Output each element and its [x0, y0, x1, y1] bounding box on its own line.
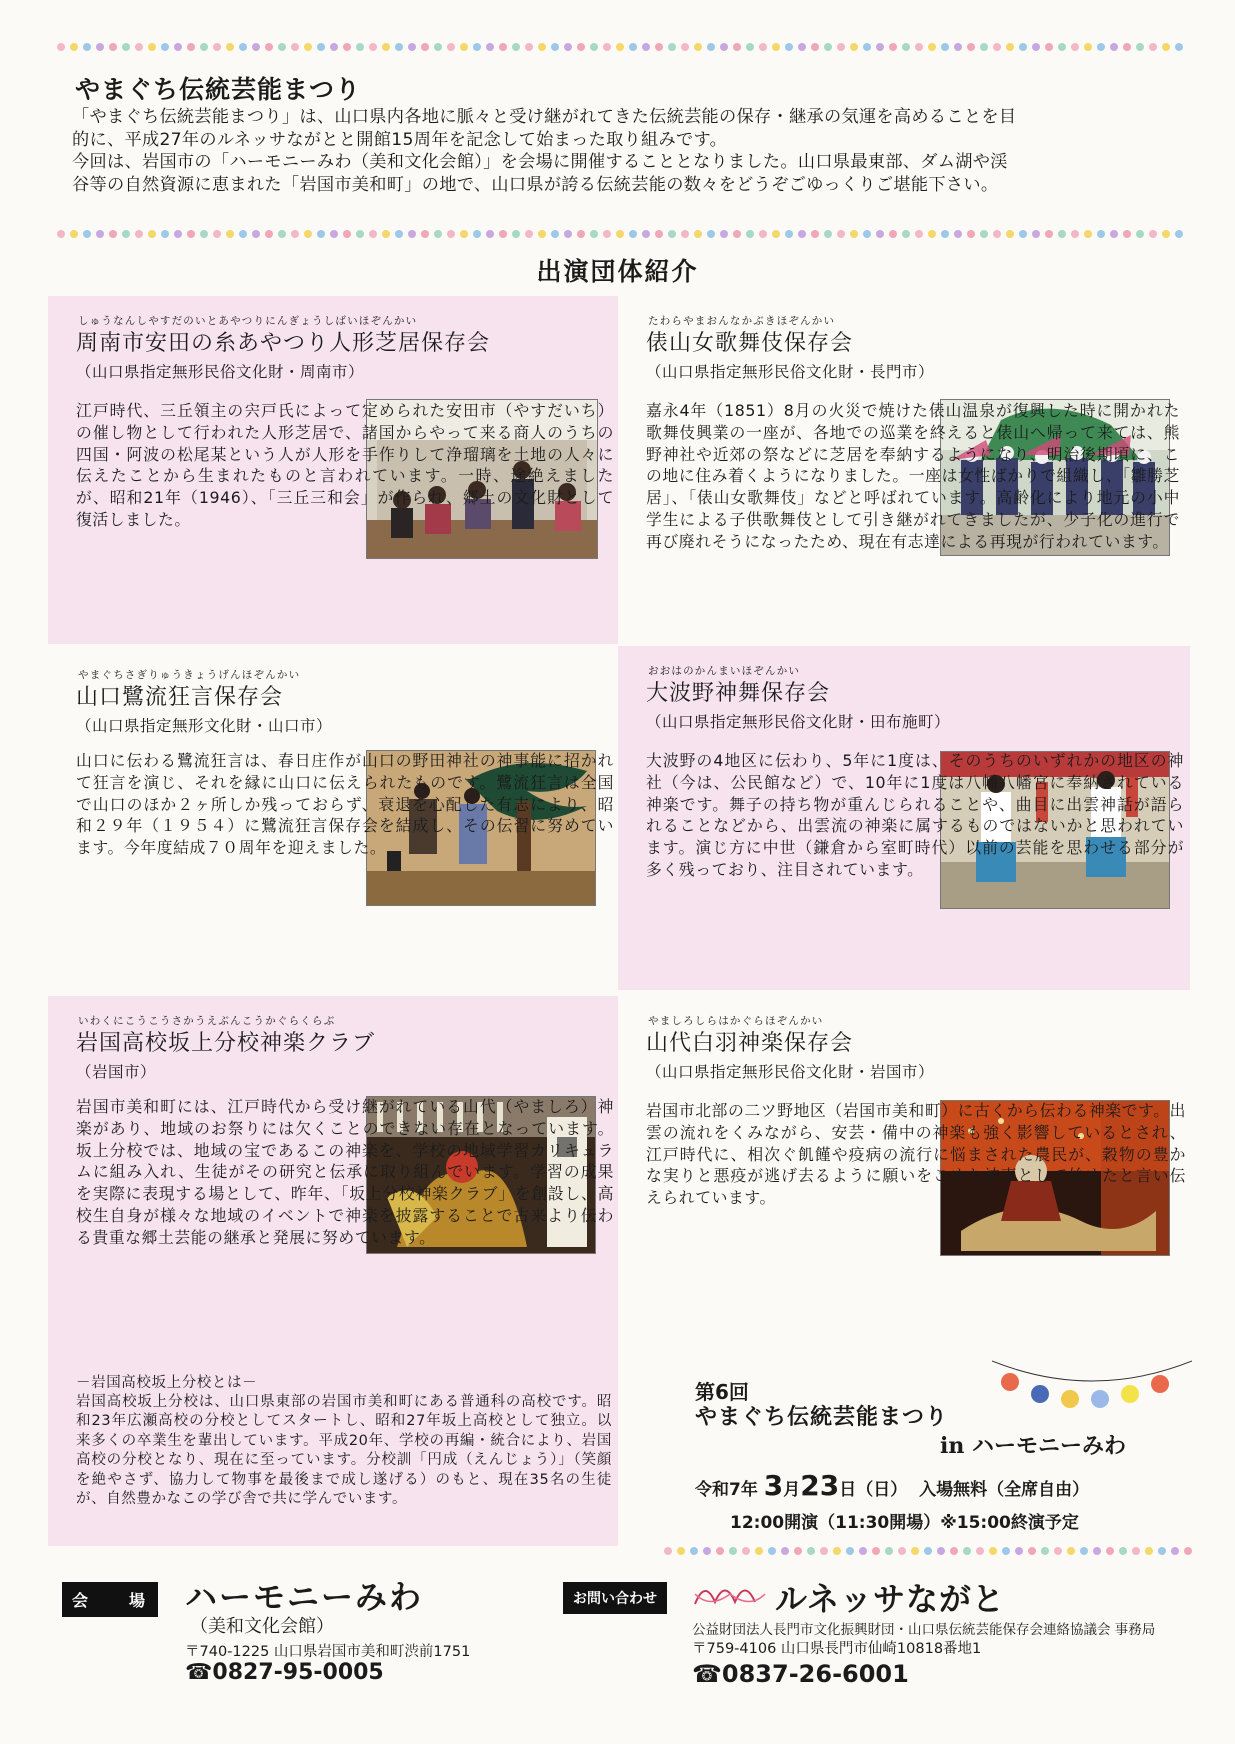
decor-dot — [720, 43, 728, 51]
group-ruby: しゅうなんしやすだのいとあやつりにんぎょうしばいほぞんかい — [78, 315, 418, 327]
group-card-sakagami — [48, 996, 618, 1546]
decor-dot — [1175, 43, 1183, 51]
decor-dot — [486, 43, 494, 51]
decor-dot — [187, 230, 195, 238]
decor-dot — [902, 230, 910, 238]
decor-dot — [837, 43, 845, 51]
decor-dot — [798, 230, 806, 238]
decor-dot — [1002, 1547, 1010, 1555]
decor-dot — [937, 1547, 945, 1555]
decor-dot — [941, 230, 949, 238]
renaissa-logo — [690, 1574, 770, 1614]
decor-dot — [742, 1547, 750, 1555]
decor-dot — [590, 230, 598, 238]
event-admission: 入場無料（全席自由） — [919, 1480, 1090, 1500]
venue-address: 〒740-1225 山口県岩国市美和町渋前1751 — [185, 1644, 471, 1660]
decor-dot — [759, 230, 767, 238]
decor-dot — [872, 1547, 880, 1555]
decor-dot — [1119, 1547, 1127, 1555]
decor-dot — [629, 43, 637, 51]
decor-dot — [382, 230, 390, 238]
decor-dot — [924, 1547, 932, 1555]
event-edition: 第6回 — [695, 1380, 749, 1404]
decor-dot — [707, 230, 715, 238]
decor-dot — [200, 230, 208, 238]
decor-dot — [716, 1547, 724, 1555]
decor-dot — [1028, 1547, 1036, 1555]
decor-dot — [122, 230, 130, 238]
decor-dot — [564, 43, 572, 51]
decor-dot — [213, 43, 221, 51]
decor-dot — [642, 43, 650, 51]
contact-label: お問い合わせ — [563, 1582, 667, 1614]
decor-dot — [1058, 43, 1066, 51]
decor-dot — [1110, 43, 1118, 51]
decor-dot — [512, 230, 520, 238]
decor-dot — [512, 43, 520, 51]
decor-dot — [174, 230, 182, 238]
venue-sub: （美和文化会館） — [190, 1616, 334, 1637]
decor-dot — [343, 43, 351, 51]
decor-dot — [421, 230, 429, 238]
decor-dot — [694, 230, 702, 238]
decor-dot — [473, 230, 481, 238]
decor-dot — [655, 43, 663, 51]
event-times: 12:00開演（11:30開場）※15:00終演予定 — [730, 1513, 1079, 1533]
decor-dot — [603, 230, 611, 238]
decor-dot — [954, 230, 962, 238]
top-dot-border — [55, 38, 1185, 56]
event-date-line — [695, 1469, 1175, 1502]
event-day: 23 — [800, 1469, 840, 1502]
decor-dot — [1032, 43, 1040, 51]
venue-name: ハーモニーみわ — [185, 1578, 424, 1616]
decor-dot — [915, 43, 923, 51]
decor-dot — [824, 43, 832, 51]
contact-name: ルネッサながと — [775, 1580, 1006, 1618]
group-ruby: いわくにこうこうさかうえぶんこうかぐらくらぶ — [78, 1015, 336, 1027]
decor-dot — [551, 230, 559, 238]
decor-dot — [785, 230, 793, 238]
contact-org: 公益財団法人長門市文化振興財団・山口県伝統芸能保存会連絡協議会 事務局 — [692, 1622, 1156, 1638]
decor-dot — [174, 43, 182, 51]
decor-dot — [83, 230, 91, 238]
decor-dot — [291, 43, 299, 51]
decor-dot — [148, 43, 156, 51]
group-name: 俵山女歌舞伎保存会 — [646, 331, 854, 356]
decor-dot — [1019, 230, 1027, 238]
decor-dot — [1097, 43, 1105, 51]
decor-dot — [291, 230, 299, 238]
event-venue-prefix: in — [940, 1433, 965, 1459]
group-card-ohano — [618, 646, 1190, 990]
group-designation: （岩国市） — [76, 1063, 157, 1081]
decor-dot — [681, 43, 689, 51]
group-card-tawarayama — [618, 296, 1188, 644]
decor-dot — [746, 43, 754, 51]
venue-label: 会 場 — [62, 1582, 158, 1617]
event-venue: ハーモニーみわ — [972, 1434, 1127, 1459]
decor-dot — [993, 230, 1001, 238]
decor-dot — [729, 1547, 737, 1555]
decor-dot — [928, 43, 936, 51]
decor-dot — [954, 43, 962, 51]
decor-dot — [1175, 230, 1183, 238]
decor-dot — [395, 230, 403, 238]
decor-dot — [1110, 230, 1118, 238]
decor-dot — [677, 1547, 685, 1555]
decor-dot — [616, 43, 624, 51]
decor-dot — [239, 230, 247, 238]
group-designation: （山口県指定無形民俗文化財・周南市） — [76, 363, 365, 381]
decor-dot — [911, 1547, 919, 1555]
decor-dot — [863, 230, 871, 238]
decor-dot — [148, 230, 156, 238]
decor-dot — [265, 230, 273, 238]
decor-dot — [1084, 230, 1092, 238]
decor-dot — [950, 1547, 958, 1555]
decor-dot — [759, 43, 767, 51]
decor-dot — [278, 43, 286, 51]
decor-dot — [785, 43, 793, 51]
decor-dot — [850, 230, 858, 238]
bottom-dot-border — [662, 1542, 1192, 1560]
section-heading: 出演団体紹介 — [536, 257, 699, 286]
decor-dot — [460, 43, 468, 51]
decor-dot — [83, 43, 91, 51]
decor-dot — [213, 230, 221, 238]
decor-dot — [460, 230, 468, 238]
decor-dot — [681, 230, 689, 238]
decor-dot — [1184, 1547, 1192, 1555]
group-description: 大波野の4地区に伝わり、5年に1度は、そのうちのいずれかの地区の神社（今は、公民館など）で、10年に1度は八幡八幡宮に奉納されている神楽です。舞子の持ち物が重んじられることや、曲目に出雲神話が語られることなどから、出雲流の神楽に属するものではないかと思われています。演じ方に中世（鎌倉から室町時代）以前の芸能を思わせる部分が多く残っており、注目されています。 — [646, 751, 1184, 879]
phone-icon: ☎ — [185, 1660, 213, 1685]
group-ruby: やましろしらはかぐらほぞんかい — [648, 1015, 824, 1027]
decor-dot — [525, 43, 533, 51]
event-weekday: （日） — [856, 1480, 908, 1500]
decor-dot — [395, 43, 403, 51]
group-name: 大波野神舞保存会 — [646, 681, 831, 706]
group-description: 江戸時代、三丘領主の宍戸氏によって定められた安田市（やすだいち）の催し物として行われた人形芝居で、諸国からやって来る商人のうちの四国・阿波の松尾某という人が人形を手作りして浄瑠璃を土地の人々に伝えたことから生まれたものと言われています。一時、途絶えましたが、昭和21年（1946）、「三丘三和会」が作られ、郷土の文化財として復活しました。 — [76, 401, 614, 529]
decor-dot — [694, 43, 702, 51]
group-name: 周南市安田の糸あやつり人形芝居保存会 — [76, 331, 491, 356]
decor-dot — [768, 1547, 776, 1555]
decor-dot — [265, 43, 273, 51]
decor-dot — [1132, 1547, 1140, 1555]
decor-dot — [252, 43, 260, 51]
decor-dot — [369, 43, 377, 51]
decor-dot — [434, 230, 442, 238]
decor-dot — [1015, 1547, 1023, 1555]
decor-dot — [967, 230, 975, 238]
decor-dot — [538, 43, 546, 51]
decor-dot — [850, 43, 858, 51]
decor-dot — [551, 43, 559, 51]
venue-tel: 0827-95-0005 — [212, 1660, 384, 1685]
middle-dot-border — [55, 225, 1185, 243]
group-ruby: たわらやまおんなかぶきほぞんかい — [648, 315, 836, 327]
decor-dot — [837, 230, 845, 238]
decor-dot — [807, 1547, 815, 1555]
decor-dot — [70, 230, 78, 238]
decor-dot — [226, 43, 234, 51]
intro-line: 谷等の自然資源に恵まれた「岩国市美和町」の地で、山口県が誇る伝統芸能の数々をどうぞごゆっくりご堪能下さい。 — [72, 174, 999, 195]
decor-dot — [915, 230, 923, 238]
decor-dot — [499, 230, 507, 238]
decor-dot — [820, 1547, 828, 1555]
group-description: 岩国市北部の二ツ野地区（岩国市美和町）に古くから伝わる神楽です。出雲の流れをくみながら、安芸・備中の神楽も強く影響しているとされ、江戸時代に、相次ぐ飢饉や疫病の流行に悩まされた農民が、穀物の豊かな実りと悪疫が逃げ去るように願いをこめた神事として始めたと言い伝えられています。 — [646, 1101, 1186, 1208]
decor-dot — [486, 230, 494, 238]
event-info — [695, 1380, 1175, 1533]
group-card-sagiryu — [48, 650, 618, 990]
decor-dot — [1171, 1547, 1179, 1555]
decor-dot — [1058, 230, 1066, 238]
decor-dot — [1158, 1547, 1166, 1555]
event-month-unit: 月 — [783, 1480, 801, 1500]
group-description: 山口に伝わる鷺流狂言は、春日庄作が山口の野田神社の神事能に招かれて狂言を演じ、それを縁に山口に伝えられたものです。鷺流狂言は全国で山口のほか２ヶ所しか残っておらず、衰退を心配した有志により、昭和２９年（１９５４）に鷺流狂言保存会を結成し、その伝習に努めています。今年度結成７０周年を迎えました。 — [76, 751, 614, 858]
decor-dot — [616, 230, 624, 238]
intro-line: 「やまぐち伝統芸能まつり」は、山口県内各地に脈々と受け継がれてきた伝統芸能の保存・継承の気運を高めることを目 — [72, 107, 1017, 127]
decor-dot — [1149, 230, 1157, 238]
decor-dot — [1019, 43, 1027, 51]
decor-dot — [859, 1547, 867, 1555]
group-description: 岩国市美和町には、江戸時代から受け継がれている山代（やましろ）神楽があり、地域のお祭りには欠くことのできない存在となっています。坂上分校では、地域の宝であるこの神楽を、学校の地域学習カリキュラムに組み入れ、生徒がその研究と伝承に取り組んでいます。学習の成果を実際に表現する場として、昨年、「坂上分校神楽クラブ」を創設し、高校生自身が様々な地域のイベントで神楽を披露することで古来より伝わる貴重な郷土芸能の継承と発展に努めています。 — [76, 1097, 614, 1247]
decor-dot — [1006, 43, 1014, 51]
decor-dot — [304, 230, 312, 238]
group-description: 嘉永4年（1851）8月の火災で焼けた俵山温泉が復興した時に開かれた歌舞伎興業の一座が、各地での巡業を終えると俵山へ帰って来ては、熊野神社や近郊の祭などに芝居を奉納するようになり、明治後期頃に、この地に住み着くようになりました。一座は女性ばかりで組織し、「雛勝芝居」、「俵山女歌舞伎」などと呼ばれています。高齢化により地元の小中学生による子供歌舞伎として引き継がれてきましたが、少子化の進行で再び廃れそうになったため、現在有志達による再現が行われています。 — [646, 401, 1180, 551]
decor-dot — [811, 230, 819, 238]
event-era: 令和7年 — [695, 1480, 758, 1500]
decor-dot — [239, 43, 247, 51]
event-day-unit: 日 — [839, 1480, 857, 1500]
decor-dot — [629, 230, 637, 238]
decor-dot — [590, 43, 598, 51]
school-note-title: －岩国高校坂上分校とは－ — [76, 1375, 258, 1391]
decor-dot — [928, 230, 936, 238]
decor-dot — [304, 43, 312, 51]
decor-dot — [824, 230, 832, 238]
decor-dot — [980, 43, 988, 51]
decor-dot — [356, 43, 364, 51]
decor-dot — [993, 43, 1001, 51]
decor-dot — [1071, 230, 1079, 238]
intro-body — [72, 106, 1182, 196]
decor-dot — [772, 230, 780, 238]
decor-dot — [1106, 1547, 1114, 1555]
decor-dot — [70, 43, 78, 51]
decor-dot — [577, 43, 585, 51]
contact-tel: 0837-26-6001 — [721, 1660, 909, 1688]
decor-dot — [447, 230, 455, 238]
decor-dot — [885, 1547, 893, 1555]
decor-dot — [538, 230, 546, 238]
decor-dot — [989, 1547, 997, 1555]
decor-dot — [902, 43, 910, 51]
decor-dot — [733, 230, 741, 238]
decor-dot — [1045, 43, 1053, 51]
decor-dot — [96, 43, 104, 51]
decor-dot — [1149, 43, 1157, 51]
decor-dot — [447, 43, 455, 51]
decor-dot — [278, 230, 286, 238]
group-designation: （山口県指定無形文化財・山口市） — [76, 717, 333, 735]
decor-dot — [1162, 230, 1170, 238]
decor-dot — [720, 230, 728, 238]
decor-dot — [1084, 43, 1092, 51]
decor-dot — [330, 43, 338, 51]
decor-dot — [200, 43, 208, 51]
decor-dot — [96, 230, 104, 238]
decor-dot — [980, 230, 988, 238]
decor-dot — [1162, 43, 1170, 51]
decor-dot — [876, 43, 884, 51]
decor-dot — [863, 43, 871, 51]
decor-dot — [655, 230, 663, 238]
decor-dot — [1032, 230, 1040, 238]
group-name: 岩国高校坂上分校神楽クラブ — [76, 1031, 376, 1056]
decor-dot — [564, 230, 572, 238]
decor-dot — [898, 1547, 906, 1555]
decor-dot — [473, 43, 481, 51]
decor-dot — [707, 43, 715, 51]
decor-dot — [317, 43, 325, 51]
decor-dot — [317, 230, 325, 238]
decor-dot — [772, 43, 780, 51]
decor-dot — [733, 43, 741, 51]
decor-dot — [161, 230, 169, 238]
decor-dot — [109, 43, 117, 51]
decor-dot — [408, 43, 416, 51]
decor-dot — [755, 1547, 763, 1555]
event-venue-line — [695, 1432, 1175, 1461]
decor-dot — [846, 1547, 854, 1555]
decor-dot — [1093, 1547, 1101, 1555]
decor-dot — [1071, 43, 1079, 51]
decor-dot — [1080, 1547, 1088, 1555]
group-designation: （山口県指定無形民俗文化財・岩国市） — [646, 1063, 935, 1081]
decor-dot — [187, 43, 195, 51]
decor-dot — [252, 230, 260, 238]
decor-dot — [1136, 43, 1144, 51]
group-designation: （山口県指定無形民俗文化財・田布施町） — [646, 713, 951, 731]
decor-dot — [382, 43, 390, 51]
event-title: やまぐち伝統芸能まつり — [695, 1405, 949, 1430]
decor-dot — [668, 230, 676, 238]
decor-dot — [161, 43, 169, 51]
decor-dot — [1006, 230, 1014, 238]
decor-dot — [1097, 230, 1105, 238]
decor-dot — [1054, 1547, 1062, 1555]
decor-dot — [811, 43, 819, 51]
decor-dot — [941, 43, 949, 51]
decor-dot — [794, 1547, 802, 1555]
decor-dot — [1067, 1547, 1075, 1555]
decor-dot — [356, 230, 364, 238]
contact-tel-line — [692, 1660, 909, 1688]
decor-dot — [1145, 1547, 1153, 1555]
decor-dot — [1123, 230, 1131, 238]
decor-dot — [135, 230, 143, 238]
decor-dot — [746, 230, 754, 238]
decor-dot — [668, 43, 676, 51]
event-month: 3 — [763, 1469, 784, 1502]
decor-dot — [499, 43, 507, 51]
decor-dot — [664, 1547, 672, 1555]
contact-address: 〒759-4106 山口県長門市仙崎10818番地1 — [692, 1641, 982, 1657]
decor-dot — [976, 1547, 984, 1555]
decor-dot — [642, 230, 650, 238]
decor-dot — [781, 1547, 789, 1555]
decor-dot — [577, 230, 585, 238]
decor-dot — [1136, 230, 1144, 238]
decor-dot — [876, 230, 884, 238]
intro-line: 的に、平成27年のルネッサながとと開館15周年を記念して始まった取り組みです。 — [72, 129, 728, 150]
decor-dot — [1041, 1547, 1049, 1555]
decor-dot — [798, 43, 806, 51]
decor-dot — [690, 1547, 698, 1555]
decor-dot — [408, 230, 416, 238]
decor-dot — [889, 43, 897, 51]
group-card-yasuda — [48, 296, 618, 644]
decor-dot — [57, 43, 65, 51]
decor-dot — [603, 43, 611, 51]
decor-dot — [369, 230, 377, 238]
decor-dot — [57, 230, 65, 238]
intro-line: 今回は、岩国市の「ハーモニーみわ（美和文化会館）」を会場に開催することとなりました。山口県最東部、ダム湖や渓 — [72, 152, 1008, 172]
decor-dot — [889, 230, 897, 238]
venue-tel-line — [185, 1660, 384, 1685]
intro-title: やまぐち伝統芸能まつり — [75, 75, 362, 104]
decor-dot — [525, 230, 533, 238]
decor-dot — [122, 43, 130, 51]
group-designation: （山口県指定無形民俗文化財・長門市） — [646, 363, 935, 381]
group-name: 山代白羽神楽保存会 — [646, 1031, 854, 1056]
decor-dot — [703, 1547, 711, 1555]
group-name: 山口鷺流狂言保存会 — [76, 685, 284, 710]
decor-dot — [1123, 43, 1131, 51]
decor-dot — [226, 230, 234, 238]
decor-dot — [967, 43, 975, 51]
decor-dot — [135, 43, 143, 51]
decor-dot — [109, 230, 117, 238]
decor-dot — [963, 1547, 971, 1555]
phone-icon: ☎ — [692, 1660, 722, 1688]
decor-dot — [434, 43, 442, 51]
decor-dot — [833, 1547, 841, 1555]
group-ruby: やまぐちさぎりゅうきょうげんほぞんかい — [78, 669, 301, 681]
group-card-shiraha — [618, 996, 1190, 1336]
decor-dot — [421, 43, 429, 51]
decor-dot — [330, 230, 338, 238]
group-ruby: おおはのかんまいほぞんかい — [648, 665, 801, 677]
decor-dot — [1045, 230, 1053, 238]
decor-dot — [343, 230, 351, 238]
school-note: 岩国高校坂上分校は、山口県東部の岩国市美和町にある普通科の高校です。昭和23年広瀬高校の分校としてスタートし、昭和27年坂上高校として独立。以来多くの卒業生を輩出しています。平成20年、学校の再編・統合により、岩国高校の分校となり、現在に至っています。分校訓「円成（えんじょう）」（笑顔を絶やさず、協力して物事を最後まで成し遂げる）のもと、現在35名の生徒が、自然豊かなこの学び舎で共に学んでいます。 — [76, 1394, 612, 1508]
